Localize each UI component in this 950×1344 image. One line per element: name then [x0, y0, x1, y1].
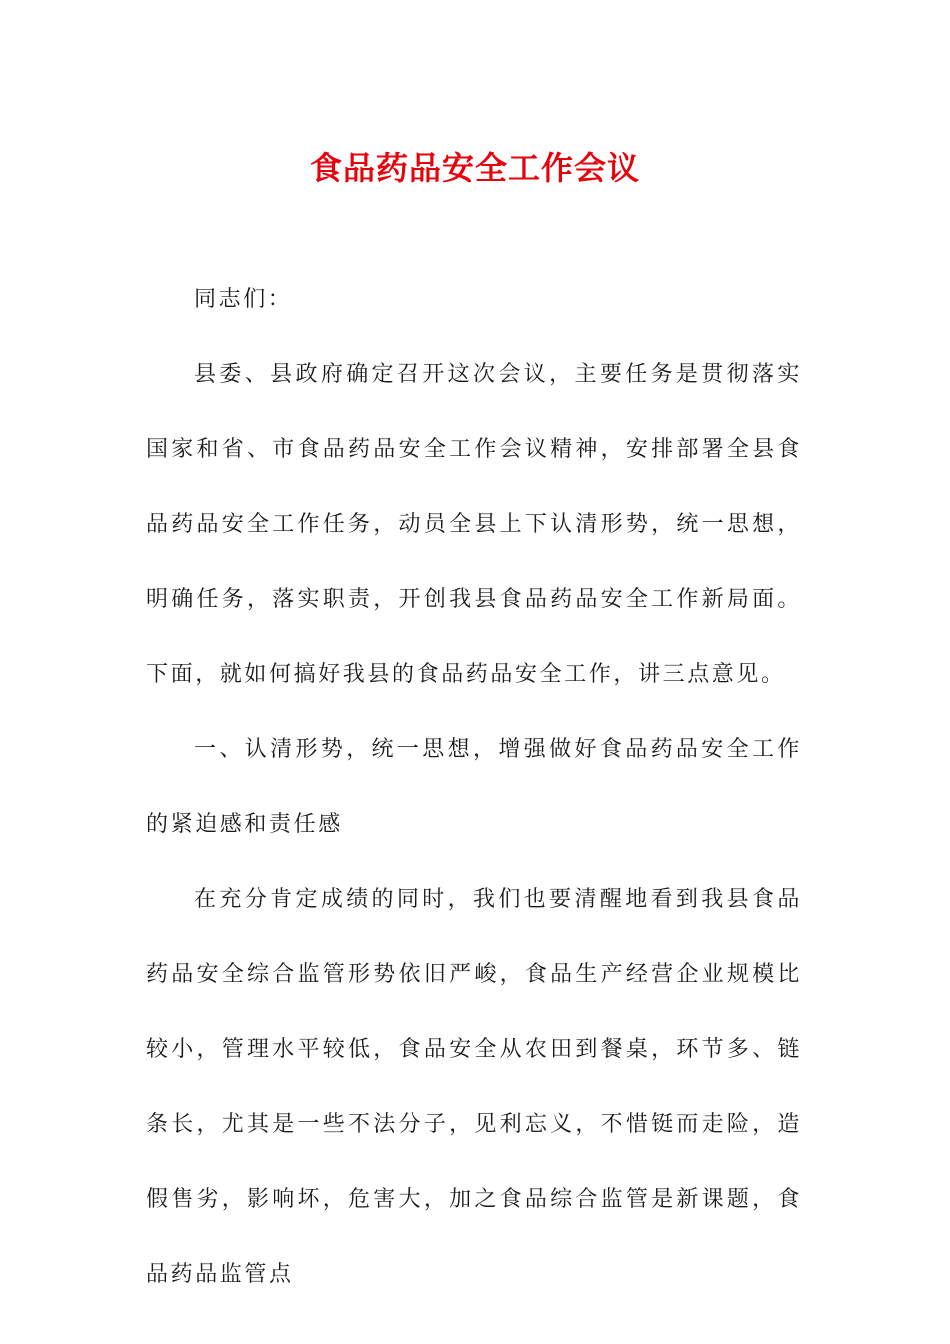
paragraph-intro: 县委、县政府确定召开这次会议，主要任务是贯彻落实国家和省、市食品药品安全工作会议精神，安排部署全县食品药品安全工作任务，动员全县上下认清形势，统一思想，明确任务，落实职责，开创我县食品药品安全工作新局面。下面，就如何搞好我县的食品药品安全工作，讲三点意见。	[146, 362, 802, 687]
section-heading-1: 一、认清形势，统一思想，增强做好食品药品安全工作的紧迫感和责任感	[146, 737, 802, 837]
document-title: 食品药品安全工作会议	[309, 149, 640, 187]
document-body	[146, 262, 802, 1312]
paragraph-situation: 在充分肯定成绩的同时，我们也要清醒地看到我县食品药品安全综合监管形势依旧严峻，食品生产经营企业规模比较小，管理水平较低，食品安全从农田到餐桌，环节多、链条长，尤其是一些不法分子，见利忘义，不惜铤而走险，造假售劣，影响坏，危害大，加之食品综合监管是新课题，食品药品监管点	[146, 887, 802, 1287]
salutation: 同志们：	[194, 287, 293, 312]
